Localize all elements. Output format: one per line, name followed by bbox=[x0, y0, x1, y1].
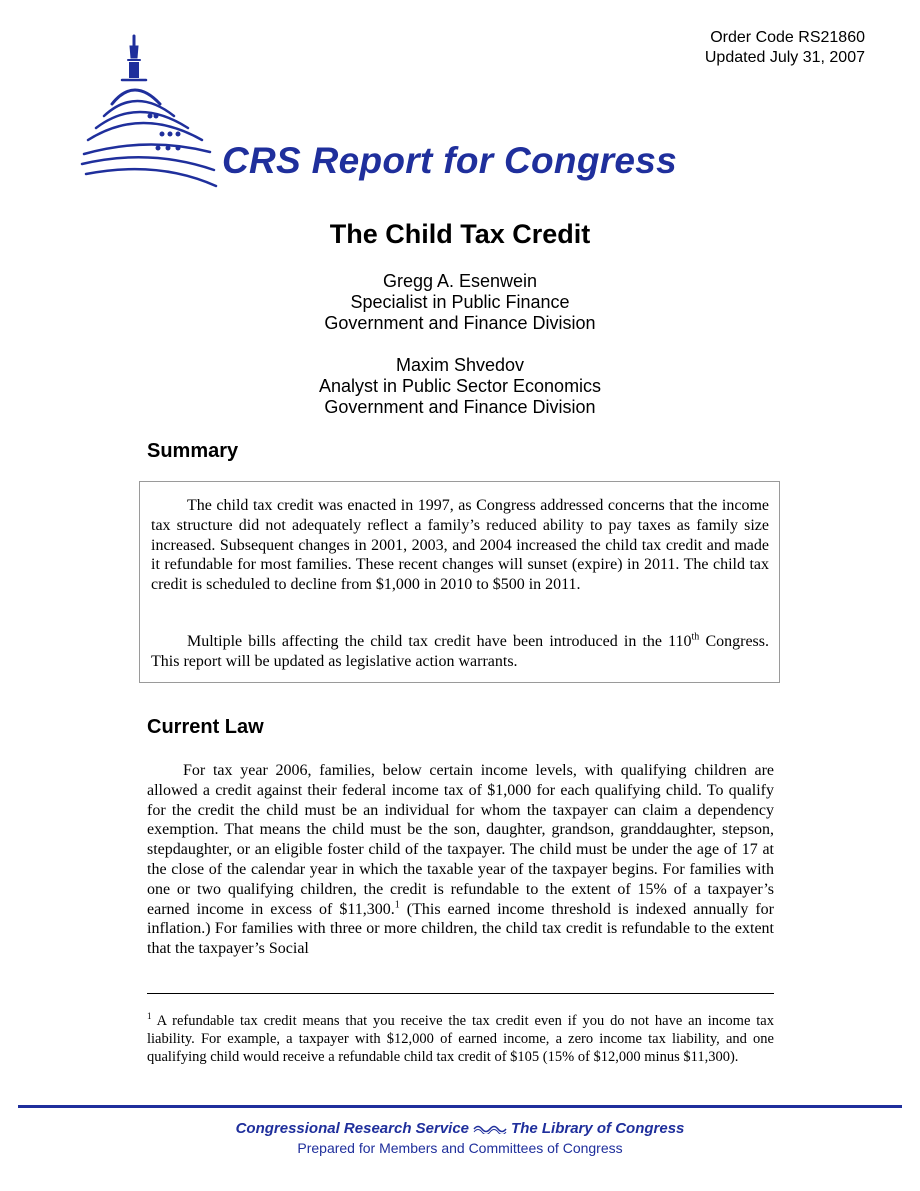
footer-divider bbox=[18, 1105, 902, 1108]
summary-paragraph bbox=[151, 632, 769, 672]
body-text: For tax year 2006, families, below certain income levels, with qualifying children are allowed a credit against their federal income tax of $1,000 for each qualifying child. To qualify for the credit the child must be an individual for whom the taxpayer can claim a dependency exemption. That means the child must be the son, daughter, grandson, granddaughter, stepson, stepdaughter, or an eligible foster child of the taxpayer. The child must be under the age of 17 at the close of the calendar year in which the taxable year of the taxpayer begins. For families with one or two qualifying children, the credit is refundable to the extent of 15% of a taxpayer’s earned income in excess of $11,300. bbox=[147, 762, 774, 918]
footnote bbox=[147, 1012, 774, 1066]
footer-prepared: Prepared for Members and Committees of Congress bbox=[297, 1140, 623, 1156]
author-role: Analyst in Public Sector Economics bbox=[318, 376, 602, 396]
capitol-dome-icon bbox=[78, 30, 218, 188]
report-banner: CRS Report for Congress bbox=[222, 140, 678, 181]
summary-text: Congress. This report will be updated as legislative action warrants. bbox=[151, 633, 769, 670]
body-paragraph bbox=[147, 761, 774, 959]
order-code-block bbox=[705, 28, 865, 68]
footer-crs: Congressional Research Service bbox=[235, 1120, 470, 1137]
author-block bbox=[0, 271, 920, 334]
current-law-heading: Current Law bbox=[147, 716, 264, 738]
wave-ornament-icon bbox=[473, 1124, 507, 1134]
summary-heading: Summary bbox=[147, 440, 239, 462]
author-role: Specialist in Public Finance bbox=[350, 292, 570, 312]
page-title: The Child Tax Credit bbox=[329, 219, 591, 249]
footnote-text: A refundable tax credit means that you receive the tax credit even if you do not have an income tax liability. For example, a taxpayer with $12,000 of earned income, a zero income tax liability, and one qualifying child would receive a refundable child tax credit of $105 (15% of $12,000 minus $11,300). bbox=[147, 1013, 774, 1065]
author-division: Government and Finance Division bbox=[324, 313, 596, 333]
footnote-reference[interactable]: 1 bbox=[394, 899, 400, 911]
ordinal-superscript: th bbox=[691, 631, 700, 643]
footnote-divider bbox=[147, 993, 774, 994]
author-division: Government and Finance Division bbox=[324, 397, 596, 417]
footnote-marker: 1 bbox=[147, 1011, 152, 1022]
summary-text: Multiple bills affecting the child tax credit have been introduced in the 110 bbox=[187, 633, 692, 650]
order-code: Order Code RS21860 bbox=[710, 29, 865, 46]
author-block bbox=[0, 355, 920, 418]
summary-paragraph: The child tax credit was enacted in 1997, as Congress addressed concerns that the income tax structure did not adequately reflect a family’s reduced ability to pay taxes as family size increased. Subsequent changes in 2001, 2003, and 2004 increased the child tax credit and made it refundable for most families. These recent changes will sunset (expire) in 2011. The child tax credit is scheduled to decline from $1,000 in 2010 to $500 in 2011. bbox=[151, 497, 769, 594]
footer-loc: The Library of Congress bbox=[511, 1120, 685, 1137]
updated-date: Updated July 31, 2007 bbox=[704, 49, 865, 66]
body-text: (This earned income threshold is indexed annually for inflation.) For families with three or more children, the child tax credit is refundable to the extent that the taxpayer’s Social bbox=[147, 900, 774, 958]
author-name: Maxim Shvedov bbox=[395, 355, 525, 375]
footer-publisher bbox=[0, 1120, 920, 1137]
author-name: Gregg A. Esenwein bbox=[382, 271, 538, 291]
